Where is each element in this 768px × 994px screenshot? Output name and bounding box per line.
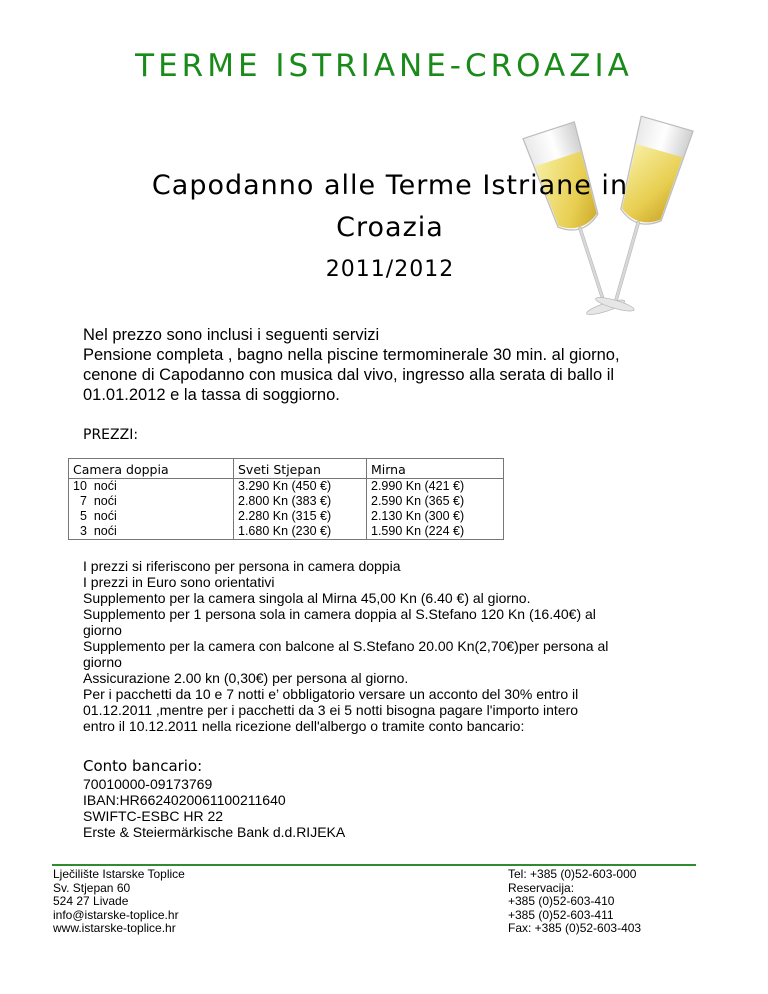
- footer-reservation-phone: +385 (0)52-603-411: [508, 907, 614, 922]
- note-line: entro il 10.12.2011 nella ricezione dell'albergo o tramite conto bancario:: [83, 718, 525, 734]
- season-year: 2011/2012: [325, 257, 455, 282]
- note-line: I prezzi in Euro sono orientativi: [83, 574, 275, 590]
- note-line: 01.12.2011 ,mentre per i pacchetti da 3 ei 5 notti bisogna pagare l'importo intero: [83, 702, 579, 718]
- banner-title: TERME ISTRIANE-CROAZIA: [135, 48, 633, 84]
- price-value: 2.130 Kn (300 €): [371, 509, 465, 523]
- footer-phone: Tel: +385 (0)52-603-000: [508, 867, 637, 881]
- note-line: Supplemento per la camera con balcone al S.Stefano 20.00 Kn(2,70€)per persona al: [83, 638, 609, 654]
- footer-reservations-label: Reservacija:: [508, 880, 575, 895]
- price-value: 2.590 Kn (365 €): [371, 494, 465, 508]
- note-line: I prezzi si riferiscono per persona in camera doppia: [83, 558, 401, 574]
- footer-address: [53, 868, 185, 936]
- services-line: 01.01.2012 e la tassa di soggiorno.: [83, 386, 340, 404]
- price-value: 2.280 Kn (315 €): [238, 509, 332, 523]
- note-line: Supplemento per 1 persona sola in camera doppia al S.Stefano 120 Kn (16.40€) al: [83, 606, 596, 622]
- bank-details: [83, 776, 345, 840]
- price-value: 2.990 Kn (421 €): [371, 479, 465, 493]
- prices-label: PREZZI:: [83, 427, 139, 443]
- nights-value: 5 noći: [73, 509, 117, 523]
- header-mirna: Mirna: [367, 459, 504, 479]
- price-value: 1.680 Kn (230 €): [238, 524, 332, 538]
- services-intro: Nel prezzo sono inclusi i seguenti servizi: [83, 326, 380, 344]
- footer-contacts: [508, 868, 641, 936]
- footer-fax: Fax: +385 (0)52-603-403: [508, 921, 642, 935]
- footer-company-name: Lječilište Istarske Toplice: [53, 867, 185, 881]
- stjepan-price-cell: [234, 479, 367, 540]
- price-value: 2.800 Kn (383 €): [238, 494, 332, 508]
- footer-city: 524 27 Livade: [53, 894, 129, 908]
- table-body: [69, 479, 504, 540]
- note-line: Assicurazione 2.00 kn (0,30€) per persona al giorno.: [83, 670, 409, 686]
- main-title-line1: Capodanno alle Terme Istriane in: [151, 170, 629, 201]
- table-header-row: [69, 459, 504, 479]
- services-line: Pensione completa , bagno nella piscine termominerale 30 min. al giorno,: [83, 346, 620, 364]
- services-line: cenone di Capodanno con musica dal vivo, ingresso alla serata di ballo il: [83, 366, 615, 384]
- note-line: giorno: [83, 654, 122, 670]
- nights-cell: [69, 479, 234, 540]
- price-table: [68, 458, 504, 540]
- footer-divider: [52, 864, 696, 866]
- note-line: Per i pacchetti da 10 e 7 notti e’ obbligatorio versare un acconto del 30% entro il: [83, 686, 579, 702]
- bank-name: Erste & Steiermärkische Bank d.d.RIJEKA: [83, 824, 346, 840]
- bank-account-label: Conto bancario:: [83, 757, 203, 775]
- price-value: 1.590 Kn (224 €): [371, 524, 465, 538]
- footer-website-link[interactable]: www.istarske-toplice.hr: [53, 921, 176, 935]
- bank-swift: SWIFTC-ESBC HR 22: [83, 808, 224, 824]
- footer-street: Sv. Stjepan 60: [53, 880, 131, 895]
- nights-value: 10 noći: [73, 479, 117, 493]
- note-line: Supplemento per la camera singola al Mirna 45,00 Kn (6.40 €) al giorno.: [83, 590, 531, 606]
- nights-value: 7 noći: [73, 494, 117, 508]
- footer-email-link[interactable]: info@istarske-toplice.hr: [53, 907, 179, 922]
- header-room: Camera doppia: [69, 459, 234, 479]
- header-sveti-stjepan: Sveti Stjepan: [234, 459, 367, 479]
- bank-account-number: 70010000-09173769: [83, 776, 213, 792]
- main-title-line2: Croazia: [336, 212, 444, 243]
- footer-reservation-phone: +385 (0)52-603-410: [508, 894, 615, 908]
- nights-value: 3 noći: [73, 524, 117, 538]
- bank-iban: IBAN:HR6624020061100211640: [83, 792, 286, 808]
- included-services: [83, 325, 723, 405]
- mirna-price-cell: [367, 479, 504, 540]
- price-notes: [83, 558, 723, 734]
- note-line: giorno: [83, 622, 122, 638]
- price-value: 3.290 Kn (450 €): [238, 479, 332, 493]
